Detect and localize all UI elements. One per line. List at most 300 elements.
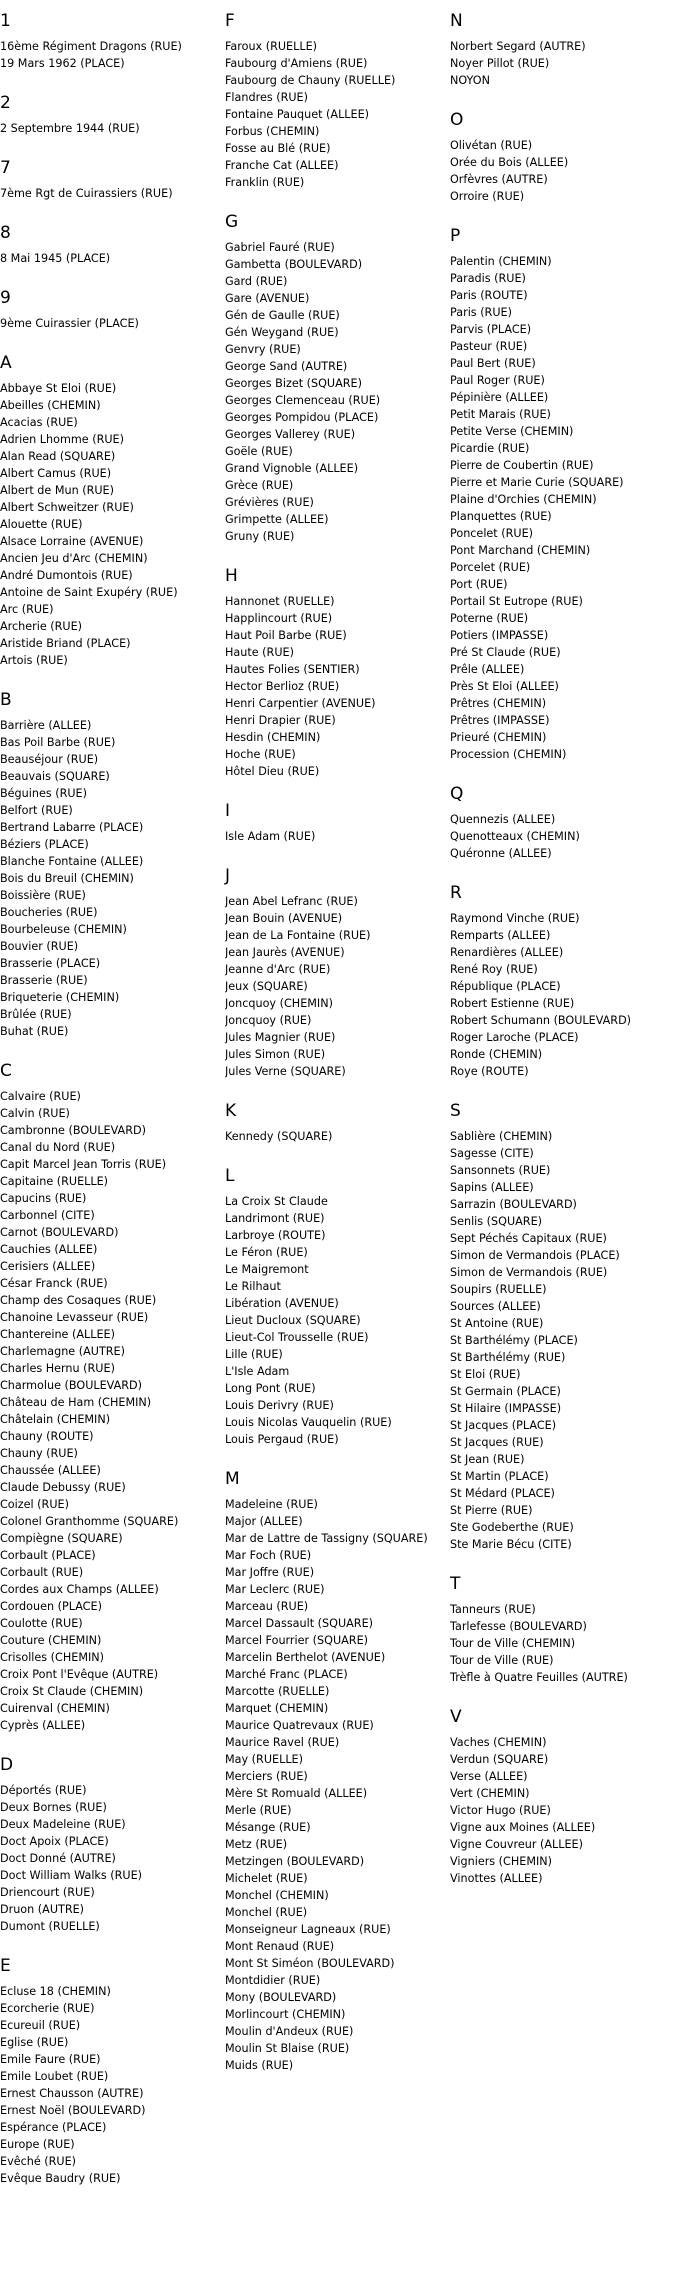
street-entry: Faubourg de Chauny (RUELLE) xyxy=(225,74,396,87)
street-entry: Hannonet (RUELLE) xyxy=(225,595,335,608)
section-letter-heading: A xyxy=(0,353,12,373)
street-entry: Joncquoy (RUE) xyxy=(225,1014,312,1027)
street-entry: Mère St Romuald (ALLEE) xyxy=(225,1787,368,1800)
street-entry: Bertrand Labarre (PLACE) xyxy=(0,821,144,834)
street-entry: Merciers (RUE) xyxy=(225,1770,308,1783)
street-entry: Canal du Nord (RUE) xyxy=(0,1141,116,1154)
street-entry: Verdun (SQUARE) xyxy=(450,1753,549,1766)
street-entry: Boissière (RUE) xyxy=(0,889,86,902)
street-entry: Simon de Vermandois (RUE) xyxy=(450,1266,608,1279)
section-letter-heading: K xyxy=(225,1101,237,1121)
street-entry: Charmolue (BOULEVARD) xyxy=(0,1379,143,1392)
street-entry: Vaches (CHEMIN) xyxy=(450,1736,547,1749)
street-entry: Arc (RUE) xyxy=(0,603,54,616)
street-entry: Prêtres (CHEMIN) xyxy=(450,697,547,710)
street-entry: Le Rilhaut xyxy=(225,1280,281,1293)
street-entry: Poterne (RUE) xyxy=(450,612,529,625)
street-entry: Château de Ham (CHEMIN) xyxy=(0,1396,152,1409)
street-entry: Franklin (RUE) xyxy=(225,176,305,189)
street-entry: Emile Loubet (RUE) xyxy=(0,2070,109,2083)
index-section xyxy=(450,10,675,89)
street-entry: Beauvais (SQUARE) xyxy=(0,770,110,783)
street-entry: Hôtel Dieu (RUE) xyxy=(225,765,320,778)
street-entry: Moulin St Blaise (RUE) xyxy=(225,2042,350,2055)
street-entry: Noyer Pillot (RUE) xyxy=(450,57,550,70)
street-entry: Mar Leclerc (RUE) xyxy=(225,1583,325,1596)
street-entry: Gruny (RUE) xyxy=(225,530,295,543)
street-entry: Jean Bouin (AVENUE) xyxy=(225,912,343,925)
street-entry: Merle (RUE) xyxy=(225,1804,292,1817)
street-entry: 2 Septembre 1944 (RUE) xyxy=(0,122,140,135)
street-entry: Gén de Gaulle (RUE) xyxy=(225,309,340,322)
index-section xyxy=(225,565,450,780)
street-entry: Henri Drapier (RUE) xyxy=(225,714,336,727)
street-entry: St Martin (PLACE) xyxy=(450,1470,549,1483)
street-entry: Espérance (PLACE) xyxy=(0,2121,107,2134)
street-entry: Fosse au Blé (RUE) xyxy=(225,142,331,155)
street-entry: Antoine de Saint Exupéry (RUE) xyxy=(0,586,178,599)
street-entry: Doct William Walks (RUE) xyxy=(0,1869,143,1882)
street-entry: César Franck (RUE) xyxy=(0,1277,108,1290)
street-entry: Béziers (PLACE) xyxy=(0,838,89,851)
section-letter-heading: F xyxy=(225,11,235,31)
street-entry: Archerie (RUE) xyxy=(0,620,83,633)
street-entry: Norbert Segard (AUTRE) xyxy=(450,40,586,53)
section-letter-heading: D xyxy=(0,1755,14,1775)
street-entry: Paul Bert (RUE) xyxy=(450,357,536,370)
street-entry: St Médard (PLACE) xyxy=(450,1487,555,1500)
street-entry: Moulin d'Andeux (RUE) xyxy=(225,2025,354,2038)
street-entry: Plaine d'Orchies (CHEMIN) xyxy=(450,493,597,506)
street-entry: Metzingen (BOULEVARD) xyxy=(225,1855,365,1868)
street-entry: Kennedy (SQUARE) xyxy=(225,1130,333,1143)
street-entry: Haute (RUE) xyxy=(225,646,294,659)
street-entry: Morlincourt (CHEMIN) xyxy=(225,2008,346,2021)
street-entry: Sagesse (CITE) xyxy=(450,1147,534,1160)
street-entry: Orée du Bois (ALLEE) xyxy=(450,156,569,169)
street-entry: Long Pont (RUE) xyxy=(225,1382,316,1395)
street-entry: Hesdin (CHEMIN) xyxy=(225,731,321,744)
section-letter-heading: L xyxy=(225,1166,235,1186)
street-entry: Cordouen (PLACE) xyxy=(0,1600,102,1613)
street-entry: Mony (BOULEVARD) xyxy=(225,1991,337,2004)
street-entry: Mésange (RUE) xyxy=(225,1821,311,1834)
street-entry: Mar Foch (RUE) xyxy=(225,1549,312,1562)
street-entry: Forbus (CHEMIN) xyxy=(225,125,320,138)
street-entry: André Dumontois (RUE) xyxy=(0,569,133,582)
street-entry: Eglise (RUE) xyxy=(0,2036,69,2049)
street-entry: Orroire (RUE) xyxy=(450,190,525,203)
street-entry: Poncelet (RUE) xyxy=(450,527,534,540)
street-entry: Gard (RUE) xyxy=(225,275,288,288)
street-entry: Abeilles (CHEMIN) xyxy=(0,399,101,412)
street-entry: Chauny (ROUTE) xyxy=(0,1430,94,1443)
street-entry: Claude Debussy (RUE) xyxy=(0,1481,126,1494)
street-entry: Colonel Granthomme (SQUARE) xyxy=(0,1515,179,1528)
street-entry: Ecluse 18 (CHEMIN) xyxy=(0,1985,111,1998)
street-entry: Ecureuil (RUE) xyxy=(0,2019,81,2032)
street-entry: Marcelin Berthelot (AVENUE) xyxy=(225,1651,386,1664)
index-section xyxy=(225,800,450,845)
street-entry: Landrimont (RUE) xyxy=(225,1212,325,1225)
street-entry: Ste Marie Bécu (CITE) xyxy=(450,1538,572,1551)
street-entry: Alsace Lorraine (AVENUE) xyxy=(0,535,144,548)
street-entry: Couture (CHEMIN) xyxy=(0,1634,102,1647)
street-entry: Corbault (PLACE) xyxy=(0,1549,96,1562)
street-entry: Simon de Vermandois (PLACE) xyxy=(450,1249,620,1262)
street-entry: St Jacques (RUE) xyxy=(450,1436,544,1449)
index-section xyxy=(450,882,675,1080)
street-entry: Brasserie (RUE) xyxy=(0,974,88,987)
street-entry: Paris (RUE) xyxy=(450,306,512,319)
index-column-2 xyxy=(225,0,450,2074)
street-entry: Mont St Siméon (BOULEVARD) xyxy=(225,1957,395,1970)
street-entry: Raymond Vinche (RUE) xyxy=(450,912,580,925)
index-section xyxy=(225,865,450,1080)
street-entry: Louis Nicolas Vauquelin (RUE) xyxy=(225,1416,392,1429)
street-entry: Mar Joffre (RUE) xyxy=(225,1566,315,1579)
street-entry: Buhat (RUE) xyxy=(0,1025,69,1038)
street-entry: Pépinière (ALLEE) xyxy=(450,391,549,404)
index-section xyxy=(0,92,225,137)
street-entry: Port (RUE) xyxy=(450,578,508,591)
street-entry: Ernest Chausson (AUTRE) xyxy=(0,2087,144,2100)
section-letter-heading: H xyxy=(225,566,238,586)
street-entry: Brasserie (PLACE) xyxy=(0,957,101,970)
index-section xyxy=(0,222,225,267)
street-entry: Quennezis (ALLEE) xyxy=(450,813,556,826)
street-entry: 16ème Régiment Dragons (RUE) xyxy=(0,40,182,53)
street-entry: Monchel (CHEMIN) xyxy=(225,1889,329,1902)
street-entry: Crisolles (CHEMIN) xyxy=(0,1651,105,1664)
street-entry: Jean Jaurès (AVENUE) xyxy=(225,946,345,959)
street-entry: Faroux (RUELLE) xyxy=(225,40,318,53)
street-entry: Près St Eloi (ALLEE) xyxy=(450,680,559,693)
street-entry: Parvis (PLACE) xyxy=(450,323,532,336)
street-entry: Aristide Briand (PLACE) xyxy=(0,637,131,650)
street-entry: Quenotteaux (CHEMIN) xyxy=(450,830,580,843)
section-letter-heading: O xyxy=(450,110,464,130)
street-entry: Driencourt (RUE) xyxy=(0,1886,95,1899)
street-entry: Metz (RUE) xyxy=(225,1838,288,1851)
street-entry: Georges Clemenceau (RUE) xyxy=(225,394,381,407)
street-entry: Gambetta (BOULEVARD) xyxy=(225,258,363,271)
index-section xyxy=(0,157,225,202)
street-entry: Pierre et Marie Curie (SQUARE) xyxy=(450,476,624,489)
street-entry: Orfèvres (AUTRE) xyxy=(450,173,548,186)
street-entry: Gén Weygand (RUE) xyxy=(225,326,339,339)
street-entry: Prêle (ALLEE) xyxy=(450,663,525,676)
street-entry: Capucins (RUE) xyxy=(0,1192,87,1205)
street-entry: Joncquoy (CHEMIN) xyxy=(225,997,333,1010)
section-letter-heading: 1 xyxy=(0,11,11,31)
street-entry: Grimpette (ALLEE) xyxy=(225,513,329,526)
street-entry: Le Féron (RUE) xyxy=(225,1246,308,1259)
street-entry: Briqueterie (CHEMIN) xyxy=(0,991,120,1004)
street-entry: Madeleine (RUE) xyxy=(225,1498,318,1511)
street-entry: Montdidier (RUE) xyxy=(225,1974,321,1987)
street-entry: Verse (ALLEE) xyxy=(450,1770,528,1783)
street-entry: Chanoine Levasseur (RUE) xyxy=(0,1311,149,1324)
street-entry: Sansonnets (RUE) xyxy=(450,1164,551,1177)
street-entry: L'Isle Adam xyxy=(225,1365,290,1378)
street-entry: Calvin (RUE) xyxy=(0,1107,70,1120)
street-entry: Lille (RUE) xyxy=(225,1348,283,1361)
street-entry: Marcel Dassault (SQUARE) xyxy=(225,1617,374,1630)
street-entry: Olivétan (RUE) xyxy=(450,139,533,152)
index-section xyxy=(0,10,225,72)
street-entry: Franche Cat (ALLEE) xyxy=(225,159,339,172)
street-entry: Brûlée (RUE) xyxy=(0,1008,72,1021)
street-entry: Soupirs (RUELLE) xyxy=(450,1283,547,1296)
street-entry: Goële (RUE) xyxy=(225,445,293,458)
street-entry: Marcotte (RUELLE) xyxy=(225,1685,330,1698)
street-entry: Cambronne (BOULEVARD) xyxy=(0,1124,146,1137)
index-section xyxy=(225,1100,450,1145)
street-entry: Vert (CHEMIN) xyxy=(450,1787,530,1800)
street-entry: Haut Poil Barbe (RUE) xyxy=(225,629,347,642)
street-entry: Quéronne (ALLEE) xyxy=(450,847,552,860)
street-entry: Capit Marcel Jean Torris (RUE) xyxy=(0,1158,167,1171)
street-entry: Paul Roger (RUE) xyxy=(450,374,545,387)
street-entry: Jeanne d'Arc (RUE) xyxy=(225,963,331,976)
street-entry: Marquet (CHEMIN) xyxy=(225,1702,329,1715)
section-letter-heading: B xyxy=(0,690,12,710)
street-entry: Abbaye St Eloi (RUE) xyxy=(0,382,117,395)
index-section xyxy=(0,352,225,669)
street-entry: Le Maigremont xyxy=(225,1263,309,1276)
street-entry: St Hilaire (IMPASSE) xyxy=(450,1402,562,1415)
street-entry: Lieut-Col Trousselle (RUE) xyxy=(225,1331,369,1344)
street-entry: Tour de Ville (CHEMIN) xyxy=(450,1637,576,1650)
street-entry: Gare (AVENUE) xyxy=(225,292,310,305)
street-entry: Pont Marchand (CHEMIN) xyxy=(450,544,591,557)
street-entry: Evêque Baudry (RUE) xyxy=(0,2172,121,2185)
street-entry: 7ème Rgt de Cuirassiers (RUE) xyxy=(0,187,173,200)
street-entry: Jules Simon (RUE) xyxy=(225,1048,326,1061)
street-entry: Champ des Cosaques (RUE) xyxy=(0,1294,157,1307)
street-entry: Cerisiers (ALLEE) xyxy=(0,1260,96,1273)
index-section xyxy=(225,1165,450,1448)
index-section xyxy=(0,1955,225,2187)
section-letter-heading: Q xyxy=(450,784,464,804)
street-entry: 19 Mars 1962 (PLACE) xyxy=(0,57,125,70)
street-entry: Bouvier (RUE) xyxy=(0,940,79,953)
street-entry: St Jacques (PLACE) xyxy=(450,1419,557,1432)
street-entry: George Sand (AUTRE) xyxy=(225,360,348,373)
index-section xyxy=(0,689,225,1040)
street-entry: Georges Pompidou (PLACE) xyxy=(225,411,379,424)
index-section xyxy=(450,109,675,205)
street-entry: Marceau (RUE) xyxy=(225,1600,309,1613)
index-column-3 xyxy=(450,0,675,1887)
section-letter-heading: S xyxy=(450,1101,461,1121)
street-entry: Louis Derivry (RUE) xyxy=(225,1399,334,1412)
street-entry: Victor Hugo (RUE) xyxy=(450,1804,551,1817)
street-entry: Georges Vallerey (RUE) xyxy=(225,428,356,441)
street-entry: Roye (ROUTE) xyxy=(450,1065,529,1078)
street-entry: Marché Franc (PLACE) xyxy=(225,1668,348,1681)
street-entry: Chauny (RUE) xyxy=(0,1447,78,1460)
street-entry: Hector Berlioz (RUE) xyxy=(225,680,340,693)
street-entry: Cyprès (ALLEE) xyxy=(0,1719,86,1732)
street-entry: Deux Madeleine (RUE) xyxy=(0,1818,126,1831)
street-entry: Coizel (RUE) xyxy=(0,1498,69,1511)
section-letter-heading: M xyxy=(225,1469,240,1489)
street-entry: Roger Laroche (PLACE) xyxy=(450,1031,579,1044)
street-entry: Alan Read (SQUARE) xyxy=(0,450,116,463)
street-entry: Jules Verne (SQUARE) xyxy=(225,1065,346,1078)
index-section xyxy=(225,211,450,545)
index-column-1 xyxy=(0,0,225,2187)
street-entry: Vigne aux Moines (ALLEE) xyxy=(450,1821,596,1834)
street-entry: Bas Poil Barbe (RUE) xyxy=(0,736,116,749)
street-entry: Monseigneur Lagneaux (RUE) xyxy=(225,1923,391,1936)
street-entry: Renardières (ALLEE) xyxy=(450,946,564,959)
section-letter-heading: N xyxy=(450,11,463,31)
street-entry: Déportés (RUE) xyxy=(0,1784,87,1797)
street-entry: Evêché (RUE) xyxy=(0,2155,77,2168)
street-entry: René Roy (RUE) xyxy=(450,963,538,976)
street-entry: Grévières (RUE) xyxy=(225,496,314,509)
street-entry: Trèfle à Quatre Feuilles (AUTRE) xyxy=(450,1671,628,1684)
street-entry: Croix Pont l'Evêque (AUTRE) xyxy=(0,1668,159,1681)
street-entry: Carbonnel (CITE) xyxy=(0,1209,95,1222)
street-entry: Pasteur (RUE) xyxy=(450,340,528,353)
street-entry: Vigniers (CHEMIN) xyxy=(450,1855,553,1868)
section-letter-heading: 8 xyxy=(0,223,11,243)
street-entry: Belfort (RUE) xyxy=(0,804,73,817)
street-entry: Senlis (SQUARE) xyxy=(450,1215,542,1228)
street-entry: Beauséjour (RUE) xyxy=(0,753,99,766)
street-entry: Sapins (ALLEE) xyxy=(450,1181,534,1194)
street-entry: Acacias (RUE) xyxy=(0,416,78,429)
street-entry: Tanneurs (RUE) xyxy=(450,1603,536,1616)
street-entry: Prêtres (IMPASSE) xyxy=(450,714,550,727)
street-entry: Monchel (RUE) xyxy=(225,1906,308,1919)
street-entry: Louis Pergaud (RUE) xyxy=(225,1433,339,1446)
street-entry: Albert Camus (RUE) xyxy=(0,467,112,480)
street-entry: Ernest Noël (BOULEVARD) xyxy=(0,2104,146,2117)
street-entry: Europe (RUE) xyxy=(0,2138,75,2151)
street-entry: Blanche Fontaine (ALLEE) xyxy=(0,855,144,868)
street-entry: St Eloi (RUE) xyxy=(450,1368,521,1381)
street-entry: Coulotte (RUE) xyxy=(0,1617,83,1630)
street-entry: Remparts (ALLEE) xyxy=(450,929,551,942)
street-entry: Corbault (RUE) xyxy=(0,1566,84,1579)
street-entry: Palentin (CHEMIN) xyxy=(450,255,552,268)
street-entry: Croix St Claude (CHEMIN) xyxy=(0,1685,144,1698)
street-entry: Bourbeleuse (CHEMIN) xyxy=(0,923,127,936)
street-entry: Albert de Mun (RUE) xyxy=(0,484,114,497)
street-entry: Flandres (RUE) xyxy=(225,91,308,104)
street-entry: Petit Marais (RUE) xyxy=(450,408,551,421)
street-entry: Happlincourt (RUE) xyxy=(225,612,333,625)
section-letter-heading: R xyxy=(450,883,462,903)
street-entry: Gabriel Fauré (RUE) xyxy=(225,241,335,254)
street-entry: Béguines (RUE) xyxy=(0,787,87,800)
section-letter-heading: T xyxy=(450,1574,461,1594)
street-entry: Henri Carpentier (AVENUE) xyxy=(225,697,376,710)
street-entry: St Germain (PLACE) xyxy=(450,1385,561,1398)
street-entry: Cuirenval (CHEMIN) xyxy=(0,1702,110,1715)
street-entry: St Barthélémy (PLACE) xyxy=(450,1334,578,1347)
street-entry: Compiègne (SQUARE) xyxy=(0,1532,123,1545)
section-letter-heading: I xyxy=(225,801,231,821)
index-section xyxy=(450,783,675,862)
street-entry: Barrière (ALLEE) xyxy=(0,719,92,732)
street-entry: Sept Péchés Capitaux (RUE) xyxy=(450,1232,607,1245)
street-entry: Grèce (RUE) xyxy=(225,479,294,492)
street-entry: Prieuré (CHEMIN) xyxy=(450,731,547,744)
street-entry: Sarrazin (BOULEVARD) xyxy=(450,1198,577,1211)
street-entry: Doct Donné (AUTRE) xyxy=(0,1852,116,1865)
index-section xyxy=(450,1100,675,1553)
street-entry: Mar de Lattre de Tassigny (SQUARE) xyxy=(225,1532,428,1545)
street-entry: Adrien Lhomme (RUE) xyxy=(0,433,124,446)
street-entry: Mont Renaud (RUE) xyxy=(225,1940,335,1953)
street-entry: Alouette (RUE) xyxy=(0,518,83,531)
street-entry: Chaussée (ALLEE) xyxy=(0,1464,101,1477)
index-section xyxy=(450,1573,675,1686)
street-entry: 8 Mai 1945 (PLACE) xyxy=(0,252,111,265)
street-entry: Calvaire (RUE) xyxy=(0,1090,81,1103)
street-entry: St Antoine (RUE) xyxy=(450,1317,544,1330)
street-entry: Robert Schumann (BOULEVARD) xyxy=(450,1014,632,1027)
street-entry: Carnot (BOULEVARD) xyxy=(0,1226,119,1239)
section-letter-heading: P xyxy=(450,226,461,246)
street-entry: Hautes Folies (SENTIER) xyxy=(225,663,360,676)
index-section xyxy=(0,1060,225,1734)
section-letter-heading: V xyxy=(450,1707,462,1727)
street-entry: Chantereine (ALLEE) xyxy=(0,1328,115,1341)
street-entry: Druon (AUTRE) xyxy=(0,1903,85,1916)
street-entry: Capitaine (RUELLE) xyxy=(0,1175,109,1188)
street-entry: Picardie (RUE) xyxy=(450,442,530,455)
street-entry: Dumont (RUELLE) xyxy=(0,1920,100,1933)
street-entry: Procession (CHEMIN) xyxy=(450,748,567,761)
street-entry: Deux Bornes (RUE) xyxy=(0,1801,107,1814)
street-entry: Grand Vignoble (ALLEE) xyxy=(225,462,359,475)
index-section xyxy=(225,1468,450,2074)
street-entry: Petite Verse (CHEMIN) xyxy=(450,425,574,438)
street-entry: Ecorcherie (RUE) xyxy=(0,2002,95,2015)
index-section xyxy=(225,10,450,191)
street-entry: Cauchies (ALLEE) xyxy=(0,1243,98,1256)
street-entry: Châtelain (CHEMIN) xyxy=(0,1413,111,1426)
section-letter-heading: G xyxy=(225,212,239,232)
street-entry: Charles Hernu (RUE) xyxy=(0,1362,115,1375)
street-entry: Vinottes (ALLEE) xyxy=(450,1872,543,1885)
street-entry: Sablière (CHEMIN) xyxy=(450,1130,553,1143)
street-entry: Tour de Ville (RUE) xyxy=(450,1654,554,1667)
street-entry: Maurice Quatrevaux (RUE) xyxy=(225,1719,374,1732)
street-entry: Portail St Eutrope (RUE) xyxy=(450,595,583,608)
index-section xyxy=(0,287,225,332)
street-entry: Muids (RUE) xyxy=(225,2059,294,2072)
street-entry: Paris (ROUTE) xyxy=(450,289,528,302)
street-entry: Doct Apoix (PLACE) xyxy=(0,1835,109,1848)
street-entry: Georges Bizet (SQUARE) xyxy=(225,377,362,390)
street-entry: Isle Adam (RUE) xyxy=(225,830,316,843)
index-section xyxy=(450,1706,675,1887)
street-entry: Jules Magnier (RUE) xyxy=(225,1031,336,1044)
street-entry: Maurice Ravel (RUE) xyxy=(225,1736,340,1749)
street-entry: Libération (AVENUE) xyxy=(225,1297,339,1310)
section-letter-heading: J xyxy=(225,866,231,886)
street-entry: Porcelet (RUE) xyxy=(450,561,531,574)
street-entry: Jean de La Fontaine (RUE) xyxy=(225,929,371,942)
